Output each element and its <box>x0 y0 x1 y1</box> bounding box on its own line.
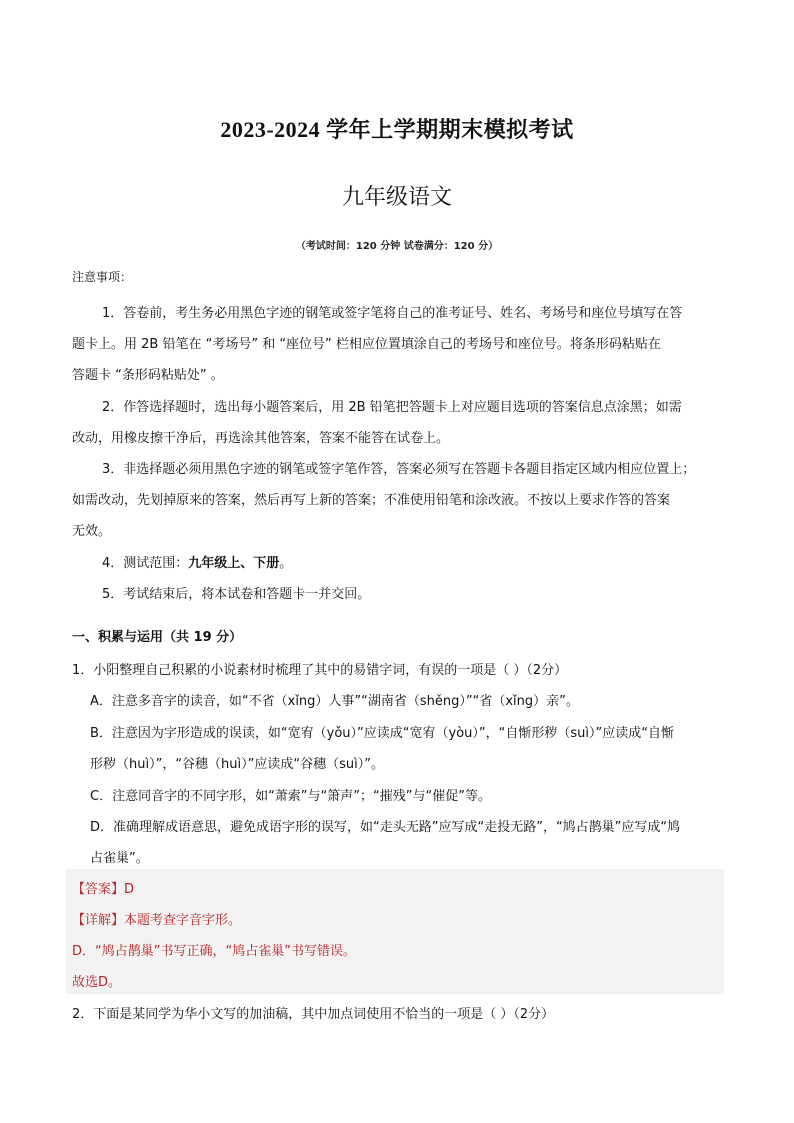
notice-item-5: 5．考试结束后，将本试卷和答题卡一并交回。 <box>102 587 371 602</box>
notice-item-3-line-1: 3．非选择题必须用黑色字迹的钢笔或签字笔作答，答案必须写在答题卡各题目指定区域内相应位置上； <box>102 462 696 477</box>
answer-line <box>72 878 134 897</box>
answer-conclusion: 故选D。 <box>72 975 122 990</box>
question-1-option-a: A．注意多音字的读音，如“不省（xǐng）人事”“湖南省（shěng）”“省（xǐng）亲”。 <box>90 694 579 709</box>
notice-heading: 注意事项： <box>72 270 133 284</box>
notice-item-4-prefix: 4．测试范围： <box>102 556 189 571</box>
notice-item-4 <box>102 552 292 571</box>
notice-item-2-line-1: 2．作答选择题时，选出每小题答案后，用 2B 铅笔把答题卡上对应题目选项的答案信息点涂黑；如需 <box>102 400 682 415</box>
question-1-option-d-line-1: D．准确理解成语意思，避免成语字形的误写，如“走头无路”应写成“走投无路”，“鸠占鹊巢”应写成“鸠 <box>90 820 681 835</box>
detail-label: 【详解】 <box>72 913 125 928</box>
subject-title: 九年级语文 <box>341 185 452 210</box>
question-1-option-b-line-1: B．注意因为字形造成的误读，如“宽宥（yǒu）”应读成“宽宥（yòu）”，“自惭形秽（suì）”应读成“自惭 <box>90 726 674 741</box>
test-scope: 九年级上、下册 <box>188 556 280 571</box>
notice-item-3-line-3: 无效。 <box>72 524 112 539</box>
notice-item-1-line-2: 题卡上。用 2B 铅笔在 “考场号” 和 “座位号” 栏相应位置填涂自己的考场号和座位号。将条形码粘贴在 <box>72 337 661 352</box>
question-2-stem: 2．下面是某同学为华小文写的加油稿，其中加点词使用不恰当的一项是（ ）（2分） <box>72 1007 555 1022</box>
notice-item-1-line-3: 答题卡 “条形码粘贴处” 。 <box>72 368 224 383</box>
question-1-option-d-line-2: 占雀巢”。 <box>90 851 149 866</box>
detail-text: 本题考查字音字形。 <box>124 913 242 928</box>
exam-title: 2023-2024 学年上学期期末模拟考试 <box>220 117 574 142</box>
answer-value: D <box>124 882 135 897</box>
question-1-option-b-line-2: 形秽（huì）”，“谷穗（huì）”应读成“谷穗（suì）”。 <box>90 757 384 772</box>
detail-line <box>72 909 241 928</box>
notice-item-3-line-2: 如需改动，先划掉原来的答案，然后再写上新的答案；不准使用铅笔和涂改液。不按以上要求作答的答案 <box>72 493 671 508</box>
exam-info: （考试时间：120 分钟 试卷满分：120 分） <box>295 241 499 252</box>
question-1-option-c: C．注意同音字的不同字形，如“萧索”与“箫声”；“摧残”与“催促”等。 <box>90 789 491 804</box>
answer-explanation: D．“鸠占鹊巢”书写正确，“鸠占雀巢”书写错误。 <box>72 944 356 959</box>
notice-item-1-line-1: 1．答卷前，考生务必用黑色字迹的钢笔或签字笔将自己的准考证号、姓名、考场号和座位号填写在答 <box>102 306 683 321</box>
answer-box <box>66 869 724 994</box>
notice-item-2-line-2: 改动，用橡皮擦干净后，再选涂其他答案，答案不能答在试卷上。 <box>72 431 450 446</box>
section-1-heading: 一、积累与运用（共 19 分） <box>72 630 243 645</box>
answer-label: 【答案】 <box>72 882 125 897</box>
question-1-stem: 1．小阳整理自己积累的小说素材时梳理了其中的易错字词，有误的一项是（ ）（2分） <box>72 663 568 678</box>
notice-item-4-suffix: 。 <box>279 556 293 571</box>
